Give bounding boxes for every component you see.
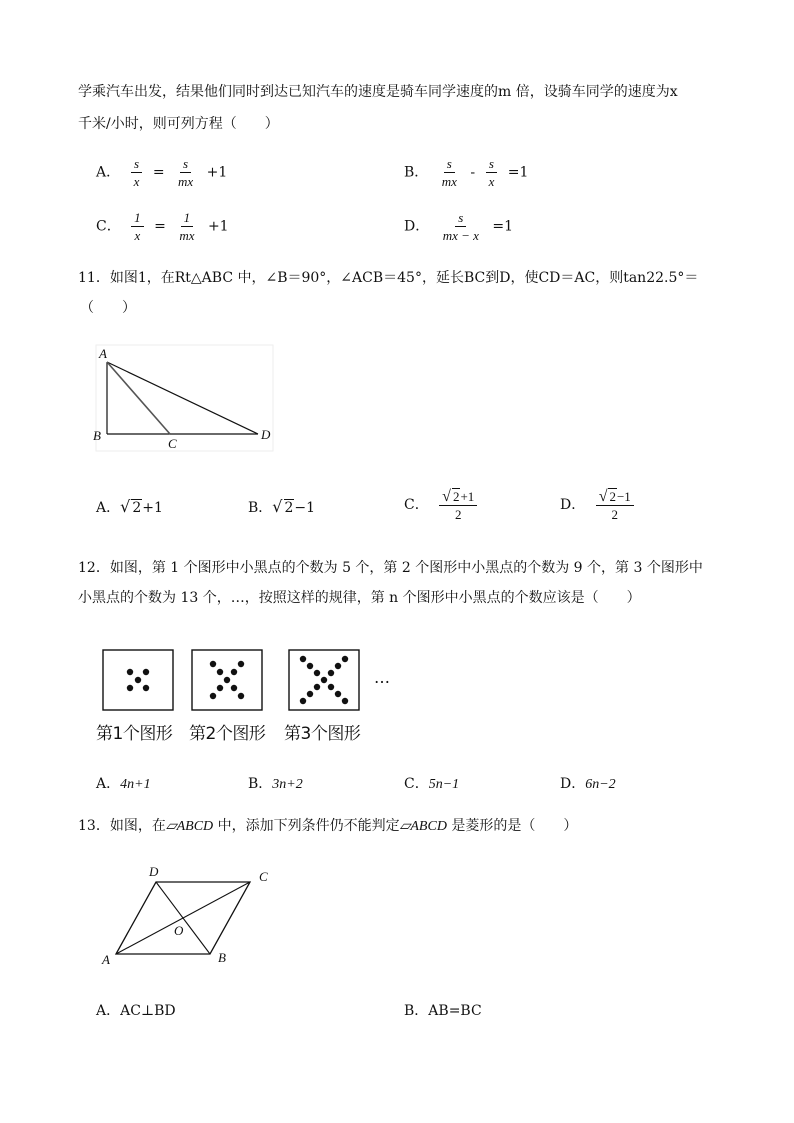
point-label-c: C (168, 436, 177, 451)
fraction: $\frac{1}{mx}$ (179, 210, 195, 243)
point-label-b: B (93, 428, 101, 443)
point-label-a: A (102, 952, 110, 967)
q12-option-c[interactable]: C．5n−1 (404, 776, 460, 792)
caption-figure-1: 第1个图形 (96, 724, 173, 744)
q12-option-a[interactable]: A．4n+1 (96, 776, 151, 792)
caption-figure-2: 第2个图形 (189, 724, 266, 744)
q13-text: 13．如图，在▱ABCD 中，添加下列条件仍不能判定▱ABCD 是菱形的是（ ） (78, 818, 578, 834)
point-label-b: B (218, 950, 226, 965)
segment-ad (107, 362, 258, 434)
q11-option-b[interactable]: B．√ 2−1 (248, 497, 316, 516)
q12-text-line2: 小黑点的个数为 13 个，…，按照这样的规律，第 n 个图形中小黑点的个数应该是（ ） (78, 590, 641, 606)
q13-option-b[interactable]: B．AB=BC (404, 1003, 482, 1019)
q10-option-b[interactable]: B． $\frac{s}{mx}$ - $\frac{s}{x}$ =1 (404, 156, 529, 189)
point-label-c: C (259, 869, 268, 884)
point-label-d: D (149, 864, 159, 879)
q13-parallelogram-figure (96, 858, 286, 970)
caption-figure-3: 第3个图形 (284, 724, 361, 744)
q12-option-d[interactable]: D．6n−2 (560, 776, 616, 792)
point-label-d: D (261, 427, 271, 442)
q10-option-a[interactable]: A． $\frac{s}{x}$ = $\frac{s}{mx}$ +1 (96, 156, 228, 189)
q11-triangle-figure (90, 340, 280, 456)
figure-1 (103, 650, 173, 710)
segment-ac (107, 362, 170, 434)
q12-dot-figures (100, 648, 400, 716)
fraction: $\frac{s}{mx}$ (178, 156, 194, 189)
q13-option-a[interactable]: A．AC⊥BD (96, 1003, 176, 1019)
q10-text-line2: 千米/小时，则可列方程（ ） (78, 116, 279, 132)
q10-option-d[interactable]: D． $\frac{s}{mx - x}$ =1 (404, 210, 513, 243)
q11-option-c[interactable]: C． $\frac{√ 2+1}{2}$ (404, 488, 483, 522)
q12-text-line1: 12．如图，第 1 个图形中小黑点的个数为 5 个，第 2 个图形中小黑点的个数为 9 个，第 3 个图形中 (78, 560, 703, 576)
ellipsis: … (374, 668, 390, 687)
figure-3 (289, 650, 359, 710)
q11-option-a[interactable]: A．√ 2+1 (96, 497, 163, 516)
fraction: $\frac{√ 2-1}{2}$ (596, 488, 634, 522)
point-label-o: O (174, 923, 184, 938)
figure-2 (192, 650, 262, 710)
fraction: $\frac{s}{x}$ (486, 156, 498, 189)
fraction: $\frac{1}{x}$ (131, 210, 144, 243)
fraction: $\frac{s}{x}$ (131, 156, 143, 189)
q12-option-b[interactable]: B．3n+2 (248, 776, 303, 792)
diagonal-bd (156, 882, 210, 954)
q10-text-line1: 学乘汽车出发，结果他们同时到达已知汽车的速度是骑车同学速度的m 倍，设骑车同学的速度为x (78, 84, 678, 100)
fraction: $\frac{s}{mx}$ (441, 156, 457, 189)
q11-text-line1: 11．如图1，在Rt△ABC 中，∠B＝90°，∠ACB＝45°，延长BC到D，使CD＝AC，则tan22.5°＝ (78, 270, 699, 286)
q10-option-c[interactable]: C． $\frac{1}{x}$ = $\frac{1}{mx}$ +1 (96, 210, 229, 243)
point-label-a: A (99, 346, 107, 361)
q11-text-line2: （ ） (80, 300, 136, 316)
q11-option-d[interactable]: D． $\frac{√ 2-1}{2}$ (560, 488, 640, 522)
fraction: $\frac{s}{mx - x}$ (442, 210, 479, 243)
figure-border (96, 345, 273, 451)
fraction: $\frac{√ 2+1}{2}$ (439, 488, 477, 522)
